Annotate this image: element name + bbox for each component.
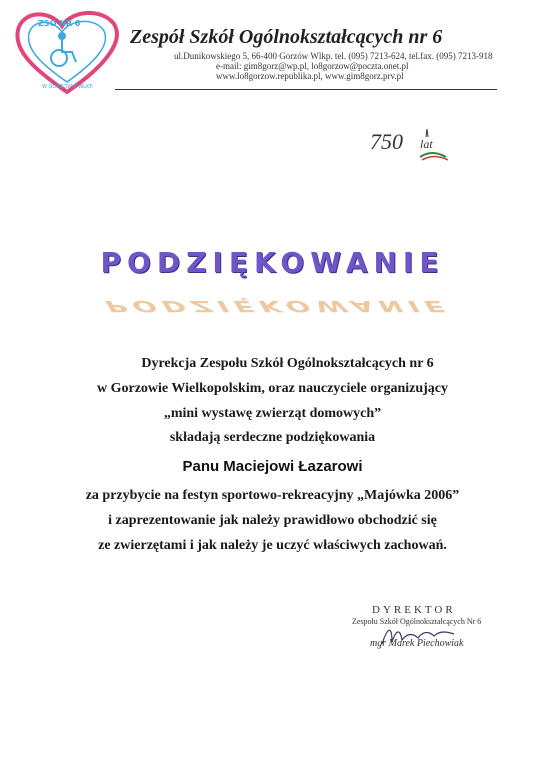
signature-school: Zespołu Szkół Ogólnokształcących Nr 6: [352, 617, 482, 626]
signature-role: DYREKTOR: [372, 604, 456, 616]
header-divider: [115, 89, 497, 90]
tower-icon: [418, 127, 448, 163]
body-line: ze zwierzętami i jak należy je uczyć właściwych zachowań.: [98, 538, 447, 553]
recipient-name: Panu Maciejowi Łazarowi: [182, 458, 363, 475]
title-block: [0, 246, 545, 316]
school-websites: www.lo8gorzow.republika.pl, www.gim8gorz.prv.pl: [216, 71, 404, 81]
body-line: za przybycie na festyn sportowo-rekreacyjny „Majówka 2006”: [85, 488, 460, 503]
school-name: Zespół Szkół Ogólnokształcących nr 6: [130, 26, 443, 48]
anniversary-number: 750: [370, 129, 403, 154]
school-address: ul.Dunikowskiego 5, 66-400 Gorzów Wlkp. tel. (095) 7213-624, tel.fax. (095) 7213-918: [174, 51, 493, 61]
body-line: Dyrekcja Zespołu Szkół Ogólnokształcących nr 6: [141, 356, 434, 371]
page-title: PODZIĘKOWANIE: [100, 246, 445, 279]
body-line: i zaprezentowanie jak należy prawidłowo obchodzić się: [108, 513, 437, 528]
body-line: w Gorzowie Wielkopolskim, oraz nauczyciele organizujący: [97, 381, 448, 396]
school-logo: [12, 6, 122, 98]
svg-text:W GORZOWIE WLKP.: W GORZOWIE WLKP.: [42, 84, 94, 90]
title-reflection: PODZIĘKOWANIE: [100, 297, 456, 316]
anniversary-word: lat: [420, 137, 433, 151]
body-line: „mini wystawę zwierząt domowych”: [163, 406, 382, 421]
school-email: e-mail: gim8gorz@wp.pl, lo8gorzow@poczta.onet.pl: [216, 61, 409, 71]
wheelchair-icon: [51, 33, 76, 66]
body-line: składają serdeczne podziękowania: [169, 430, 376, 445]
anniversary-emblem: [370, 127, 450, 167]
signature-name: mgr Marek Piechowiak: [370, 638, 464, 649]
svg-text:ZSO NR 6: ZSO NR 6: [38, 19, 81, 28]
